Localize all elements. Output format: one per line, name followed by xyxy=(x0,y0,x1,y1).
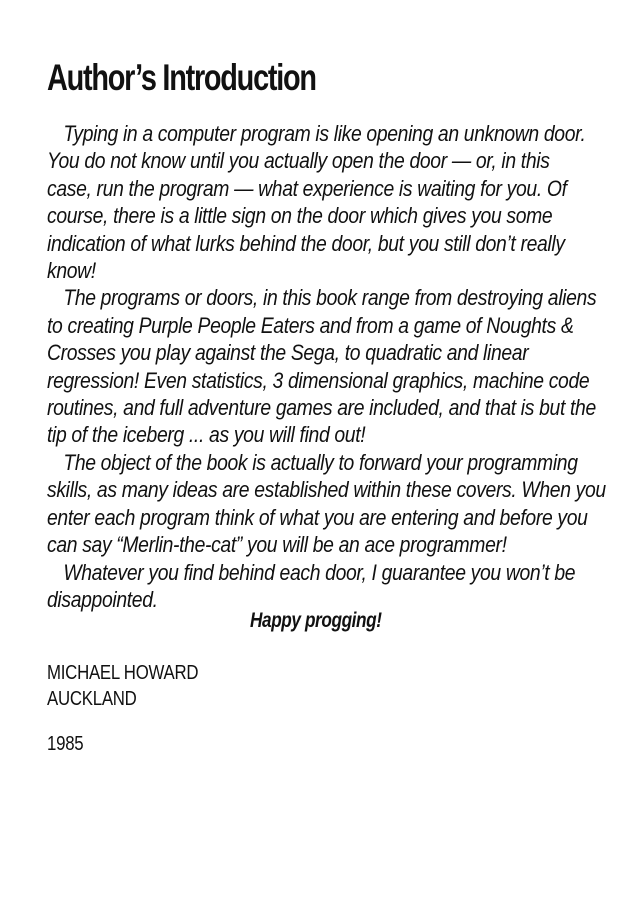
paragraph-1-line-4: course, there is a little sign on the door which gives you some xyxy=(47,203,553,229)
introduction-body xyxy=(47,120,606,613)
paragraph-3-line-2: skills, as many ideas are established within these covers. When you xyxy=(47,477,606,503)
author-block xyxy=(47,660,198,712)
paragraph-1-line-2: You do not know until you actually open the door — or, in this xyxy=(47,148,550,174)
paragraph-1-line-5: indication of what lurks behind the door, but you still don’t really xyxy=(47,230,565,256)
paragraph-4-line-2: disappointed. xyxy=(47,586,158,612)
author-location: AUCKLAND xyxy=(47,687,137,710)
signoff: Happy progging! xyxy=(250,609,382,632)
publication-year: 1985 xyxy=(47,732,84,755)
paragraph-1-line-3: case, run the program — what experience is waiting for you. Of xyxy=(47,175,567,201)
author-name: MICHAEL HOWARD xyxy=(47,661,199,684)
paragraph-1-line-1: Typing in a computer program is like opening an unknown door. xyxy=(63,121,586,146)
page-title: Author’s Introduction xyxy=(47,57,316,98)
paragraph-2-line-3: Crosses you play against the Sega, to quadratic and linear xyxy=(47,340,529,366)
paragraph-3-line-3: enter each program think of what you are entering and before you xyxy=(47,504,588,530)
paragraph-1-line-6: know! xyxy=(47,258,96,284)
paragraph-2-line-1: The programs or doors, in this book range from destroying aliens xyxy=(63,285,597,311)
paragraph-2-line-2: to creating Purple People Eaters and from a game of Noughts & xyxy=(47,312,574,338)
paragraph-3-line-4: can say “Merlin-the-cat” you will be an ace programmer! xyxy=(47,532,507,558)
paragraph-2-line-5: routines, and full adventure games are included, and that is but the xyxy=(47,395,596,421)
paragraph-4-line-1: Whatever you find behind each door, I guarantee you won’t be xyxy=(63,559,576,585)
paragraph-3-line-1: The object of the book is actually to forward your programming xyxy=(63,449,578,475)
paragraph-2-line-4: regression! Even statistics, 3 dimensional graphics, machine code xyxy=(47,367,590,393)
paragraph-2-line-6: tip of the iceberg ... as you will find out! xyxy=(47,422,366,448)
